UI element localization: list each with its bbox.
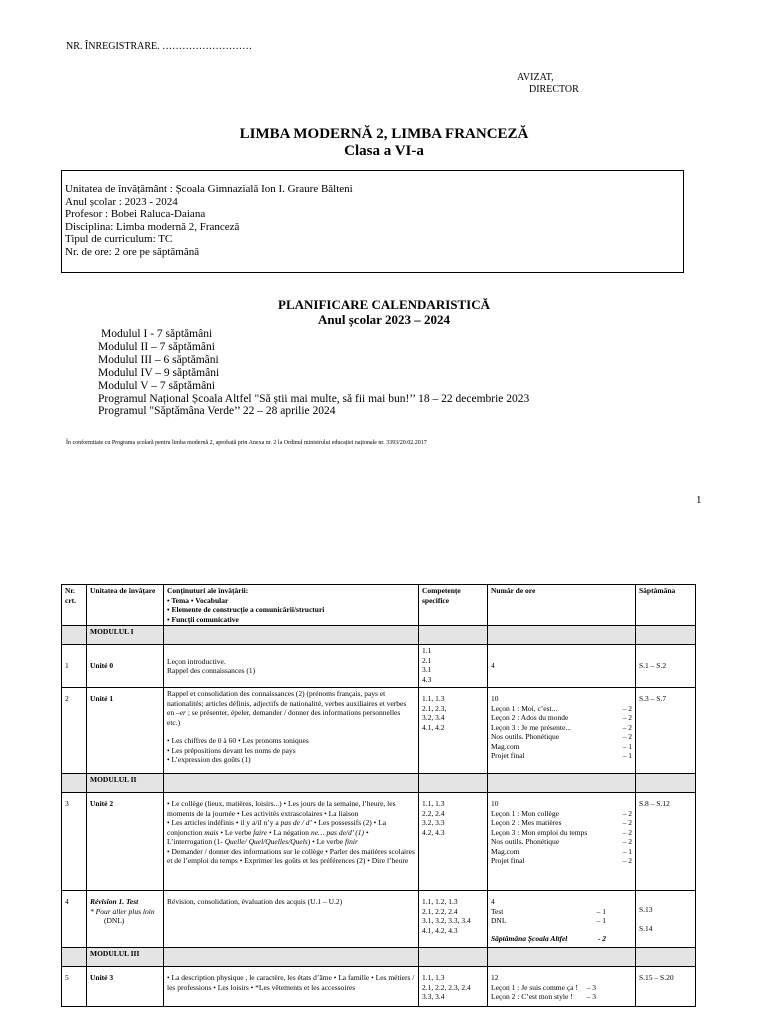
director-label: DIRECTOR [529,84,579,95]
hours-total: 10 [491,694,499,703]
lesson-line: Nos outils. Phonétique – 2 [491,837,632,846]
competence: 4.3 [422,674,432,684]
row-unit: Unité 3 [87,967,164,1007]
competence: 3.2, 3.4 [422,713,445,722]
competence: 1.1, 1.3 [422,694,445,703]
row-competences [419,967,488,1007]
lesson-line: DNL – 1 [491,916,606,925]
competence: 2.2, 2.4 [422,808,445,818]
planning-title: PLANIFICARE CALENDARISTICĂ [278,297,490,312]
registration-number: NR. ÎNREGISTRARE. ……………………… [66,41,253,52]
header-nr: Nr. crt. [62,585,87,626]
row-week: S.8 – S.12 [636,793,696,891]
content-paragraph: • Le collège (lieux, matières, loisirs...) • Les jours de la semaine, l’heure, les moments de la journée • Les activités extrascolaires • La liaison [167,799,396,818]
planning-heading [0,297,768,327]
row-nr: 1 [62,645,87,688]
altfel-line: Săptămâna Școala Altfel - 2 [491,933,606,943]
lesson-line: Projet final – 1 [491,751,632,760]
info-hours: Nr. de ore: 2 ore pe săptămână [65,245,200,258]
title-subject: LIMBA MODERNĂ 2, LIMBA FRANCEZĂ [239,126,529,142]
row-unit [87,891,164,948]
content-paragraph: • Demander / donner des informations sur le collège • Parler des matières scolaires et de l’emploi du temps • Exprimer les goûts et les préférences (2) • Dire l’heure [167,846,415,865]
lesson-line: Leçon 2 : Ados du monde – 2 [491,713,632,722]
lesson-line: Leçon 3 : Mon emploi du temps – 2 [491,827,632,837]
row-week [636,891,696,948]
module-label: MODULUL I [87,626,164,645]
competence: 4.1, 4.2, 4.3 [422,925,458,935]
row-content [164,645,419,688]
info-school: Unitatea de învățământ : Școala Gimnazială Ion I. Graure Bălteni [65,183,353,195]
row-content: • La description physique , le caractère, les états d’âme • La famille • Les métiers / les professions • Les loisirs • *Les vêtements et les accessoires [164,967,419,1007]
unit-dnl: (DNL) [104,916,125,925]
row-week: S.3 – S.7 [636,688,696,774]
module-label: MODULUL III [87,948,164,967]
row-competences [419,793,488,891]
lesson-line: Leçon 1 : Je suis comme ça ! – 3 [491,982,596,992]
lesson-line: Mag.com – 1 [491,741,632,751]
row-unit: Unité 0 [87,645,164,688]
unit-title: Révision 1. Test [90,897,139,906]
competence: 2.1, 2.3, [422,703,447,713]
row-nr: 4 [62,891,87,948]
competence: 2.1, 2.2, 2.3, 2.4 [422,982,471,992]
approval-label: AVIZAT, [517,72,554,83]
module-item: Programul Național Școala Altfel "Să știi mai multe, să fii mai bun!’’ 18 – 22 decembrie 2023 [98,392,530,405]
lesson-line: Leçon 3 : Je me présente... – 2 [491,722,632,732]
table-row [62,793,696,891]
lesson-line: Test – 1 [491,906,606,916]
row-hours [488,688,636,774]
hours-total: 12 [491,973,499,982]
planning-subtitle: Anul școlar 2023 – 2024 [318,312,450,327]
module-item: Modulul I - 7 săptămâni [101,328,213,340]
document-title [0,126,768,160]
content-line: • Les prépositions devant les noms de pays [167,745,296,755]
content-line: • Les chiffres de 0 à 60 • Les pronoms toniques [167,736,309,745]
competence: 3.1, 3.2, 3.3, 3.4 [422,916,471,925]
header-content-title: Conținuturi ale învățării: [167,586,249,595]
competence: 4.1, 4.2 [422,722,445,732]
row-hours [488,967,636,1007]
header-week: Săptămâna [636,585,696,626]
module-item: Modulul IV – 9 săptămâni [98,366,220,379]
header-content-1: • Tema • Vocabular [167,595,229,605]
header-unit: Unitatea de învățare [87,585,164,626]
row-unit: Unité 1 [87,688,164,774]
week-value: S.13 [639,905,653,914]
competence: 3.3, 3.4 [422,992,445,1001]
row-competences [419,891,488,948]
content-line: Leçon introductive. [167,656,226,666]
competence: 3.2, 3.3 [422,818,445,827]
info-discipline: Disciplina: Limba modernă 2, Franceză [65,220,240,233]
competence: 1.1 [422,646,432,655]
row-competences [419,688,488,774]
table-row [62,967,696,1007]
table-row [62,891,696,948]
lesson-line: Projet final – 2 [491,856,632,865]
row-content: Révision, consolidation, évaluation des acquis (U.1 – U.2) [164,891,419,948]
module-row [62,948,696,967]
module-item: Modulul II – 7 săptămâni [98,340,215,353]
row-week: S.15 – S.20 [636,967,696,1007]
module-label: MODULUL II [87,774,164,793]
row-hours [488,891,636,948]
table-row [62,645,696,688]
module-row [62,626,696,645]
content-paragraph: • Les articles indéfinis • il y a/il n’y a pas de / d’ • Les possessifs (2) • La conjonction mais • Le verbe faire • La négation ne… pas de/d’ (1) • L’interrogation (1- Quelle/ Quel/Quelles/Quels) • Le verbe finir [167,818,387,846]
header-content-2: • Elemente de construcție a comunicării/structuri [167,605,325,614]
lesson-line: Leçon 2 : Mes matières – 2 [491,818,632,827]
planning-table [61,584,696,1007]
competence: 2.1 [422,655,432,665]
unit-note: * Pour aller plus loin [90,906,155,916]
hours-total: 10 [491,799,499,808]
header-hours: Număr de ore [488,585,636,626]
row-nr: 3 [62,793,87,891]
lesson-line: Nos outils. Phonétique – 2 [491,732,632,741]
competence: 2.1, 2.2, 2.4 [422,906,458,916]
row-unit: Unité 2 [87,793,164,891]
lesson-line: Leçon 1 : Moi, c’est... – 2 [491,703,632,713]
row-nr: 5 [62,967,87,1007]
row-hours [488,793,636,891]
lesson-line: Leçon 1 : Mon collège – 2 [491,808,632,818]
info-year: Anul școlar : 2023 - 2024 [65,195,178,208]
header-content-3: • Funcții comunicative [167,614,239,624]
lesson-line: Mag.com – 1 [491,846,632,856]
page-number: 1 [696,494,702,506]
module-cell-empty [62,626,87,645]
row-week: S.1 – S.2 [636,645,696,688]
module-item: Programul "Săptămâna Verde’’ 22 – 28 aprilie 2024 [98,405,336,418]
info-teacher: Profesor : Bobei Raluca-Daiana [65,208,206,221]
table-row [62,688,696,774]
content-line: Rappel des connaissances (1) [167,666,256,675]
approval-block [517,72,579,96]
row-content [164,793,419,891]
info-curriculum: Tipul de curriculum: TC [65,233,173,246]
table-header-row [62,585,696,626]
header-content [164,585,419,626]
competence: 3.1 [422,665,432,674]
header-competences: Competențe specifice [419,585,488,626]
conformity-note: În conformitate cu Programa școlară pentru limba modernă 2, aprobată prin Anexa nr. 2 la Ordinul ministrului educației naționale nr. 3393/20.02.2017 [66,440,427,446]
school-info-box [61,170,684,273]
content-line: • L’expression des goûts (1) [167,755,251,764]
hours-total: 4 [491,897,495,906]
competence: 1.1, 1.3 [422,973,445,982]
competence: 1.1, 1.3 [422,799,445,808]
title-class: Clasa a VI-a [344,143,424,159]
row-nr: 2 [62,688,87,774]
row-competences [419,645,488,688]
module-row [62,774,696,793]
content-paragraph: Rappel et consolidation des connaissances (2) (prénoms français, pays et nationalités; articles définis, adjectifs de nationalité, verbes auxiliaires et verbes en –er ; se présenter, épeler, demander / donner des informations personnelles etc.) [167,689,407,727]
row-content [164,688,419,774]
module-item: Modulul III – 6 săptămâni [98,353,219,366]
competence: 1.1, 1.2, 1.3 [422,897,458,906]
week-value: S.14 [639,923,653,933]
competence: 4.2, 4.3 [422,827,445,837]
lesson-line: Leçon 2 : C’est mon style ! – 3 [491,992,596,1001]
row-hours: 4 [488,645,636,688]
module-item: Modulul V – 7 săptămâni [98,379,216,392]
module-list [98,328,529,418]
